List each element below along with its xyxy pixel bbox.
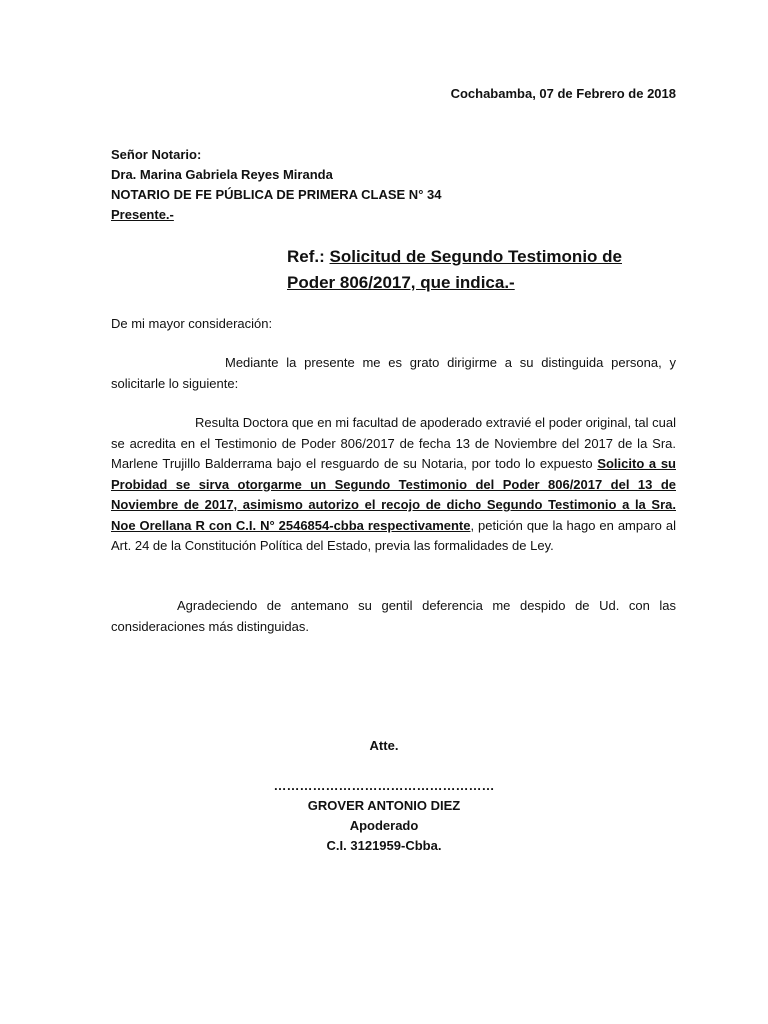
recipient-block — [111, 145, 441, 225]
recipient-title: NOTARIO DE FE PÚBLICA DE PRIMERA CLASE N° 34 — [111, 187, 442, 202]
signer-name: GROVER ANTONIO DIEZ — [307, 798, 461, 813]
reference-line-1: Solicitud de Segundo Testimonio de — [329, 247, 622, 266]
paragraph-2-request: Solicito a su Probidad se sirva otorgarme un Segundo Testimonio del Poder 806/2017 del 13 de Noviembre de 2017, asimismo autorizo el recojo de dicho Segundo Testimonio a la Sra. Noe Orellana R con C.I. N° 2546854-cbba respectivamente — [111, 456, 676, 533]
paragraph-3: Agradeciendo de antemano su gentil deferencia me despido de Ud. con las consideraciones más distinguidas. — [111, 598, 676, 634]
date-line: Cochabamba, 07 de Febrero de 2018 — [450, 86, 676, 101]
signer-role: Apoderado — [349, 818, 419, 833]
greeting: De mi mayor consideración: — [111, 316, 273, 331]
paragraph-2-intro: Resulta Doctora que en mi facultad de apoderado extravié el poder original, tal cual se acredita en el Testimonio de Poder 806/2017 de fecha 13 de Noviembre del 2017 de la Sra. Marlene Trujillo Balderrama bajo el resguardo de su Notaria, por todo lo expuesto — [111, 415, 676, 471]
signature-atte: Atte. — [369, 738, 399, 753]
signature-block — [0, 736, 768, 856]
reference-block — [287, 244, 622, 296]
signer-id: C.I. 3121959-Cbba. — [326, 838, 442, 853]
paragraph-2-closing: , petición que la hago en amparo al Art. 24 de la Constitución Política del Estado, previa las formalidades de Ley. — [111, 517, 676, 553]
reference-label: Ref.: — [287, 247, 325, 266]
recipient-name: Dra. Marina Gabriela Reyes Miranda — [111, 167, 333, 182]
recipient-presente: Presente.- — [111, 207, 174, 222]
paragraph-1: Mediante la presente me es grato dirigirme a su distinguida persona, y solicitarle lo siguiente: — [111, 355, 676, 391]
reference-line-2: Poder 806/2017, que indica.- — [287, 273, 515, 292]
signature-line: …………………………………………… — [273, 778, 495, 793]
paragraph-2 — [111, 413, 676, 557]
recipient-salutation: Señor Notario: — [111, 147, 202, 162]
